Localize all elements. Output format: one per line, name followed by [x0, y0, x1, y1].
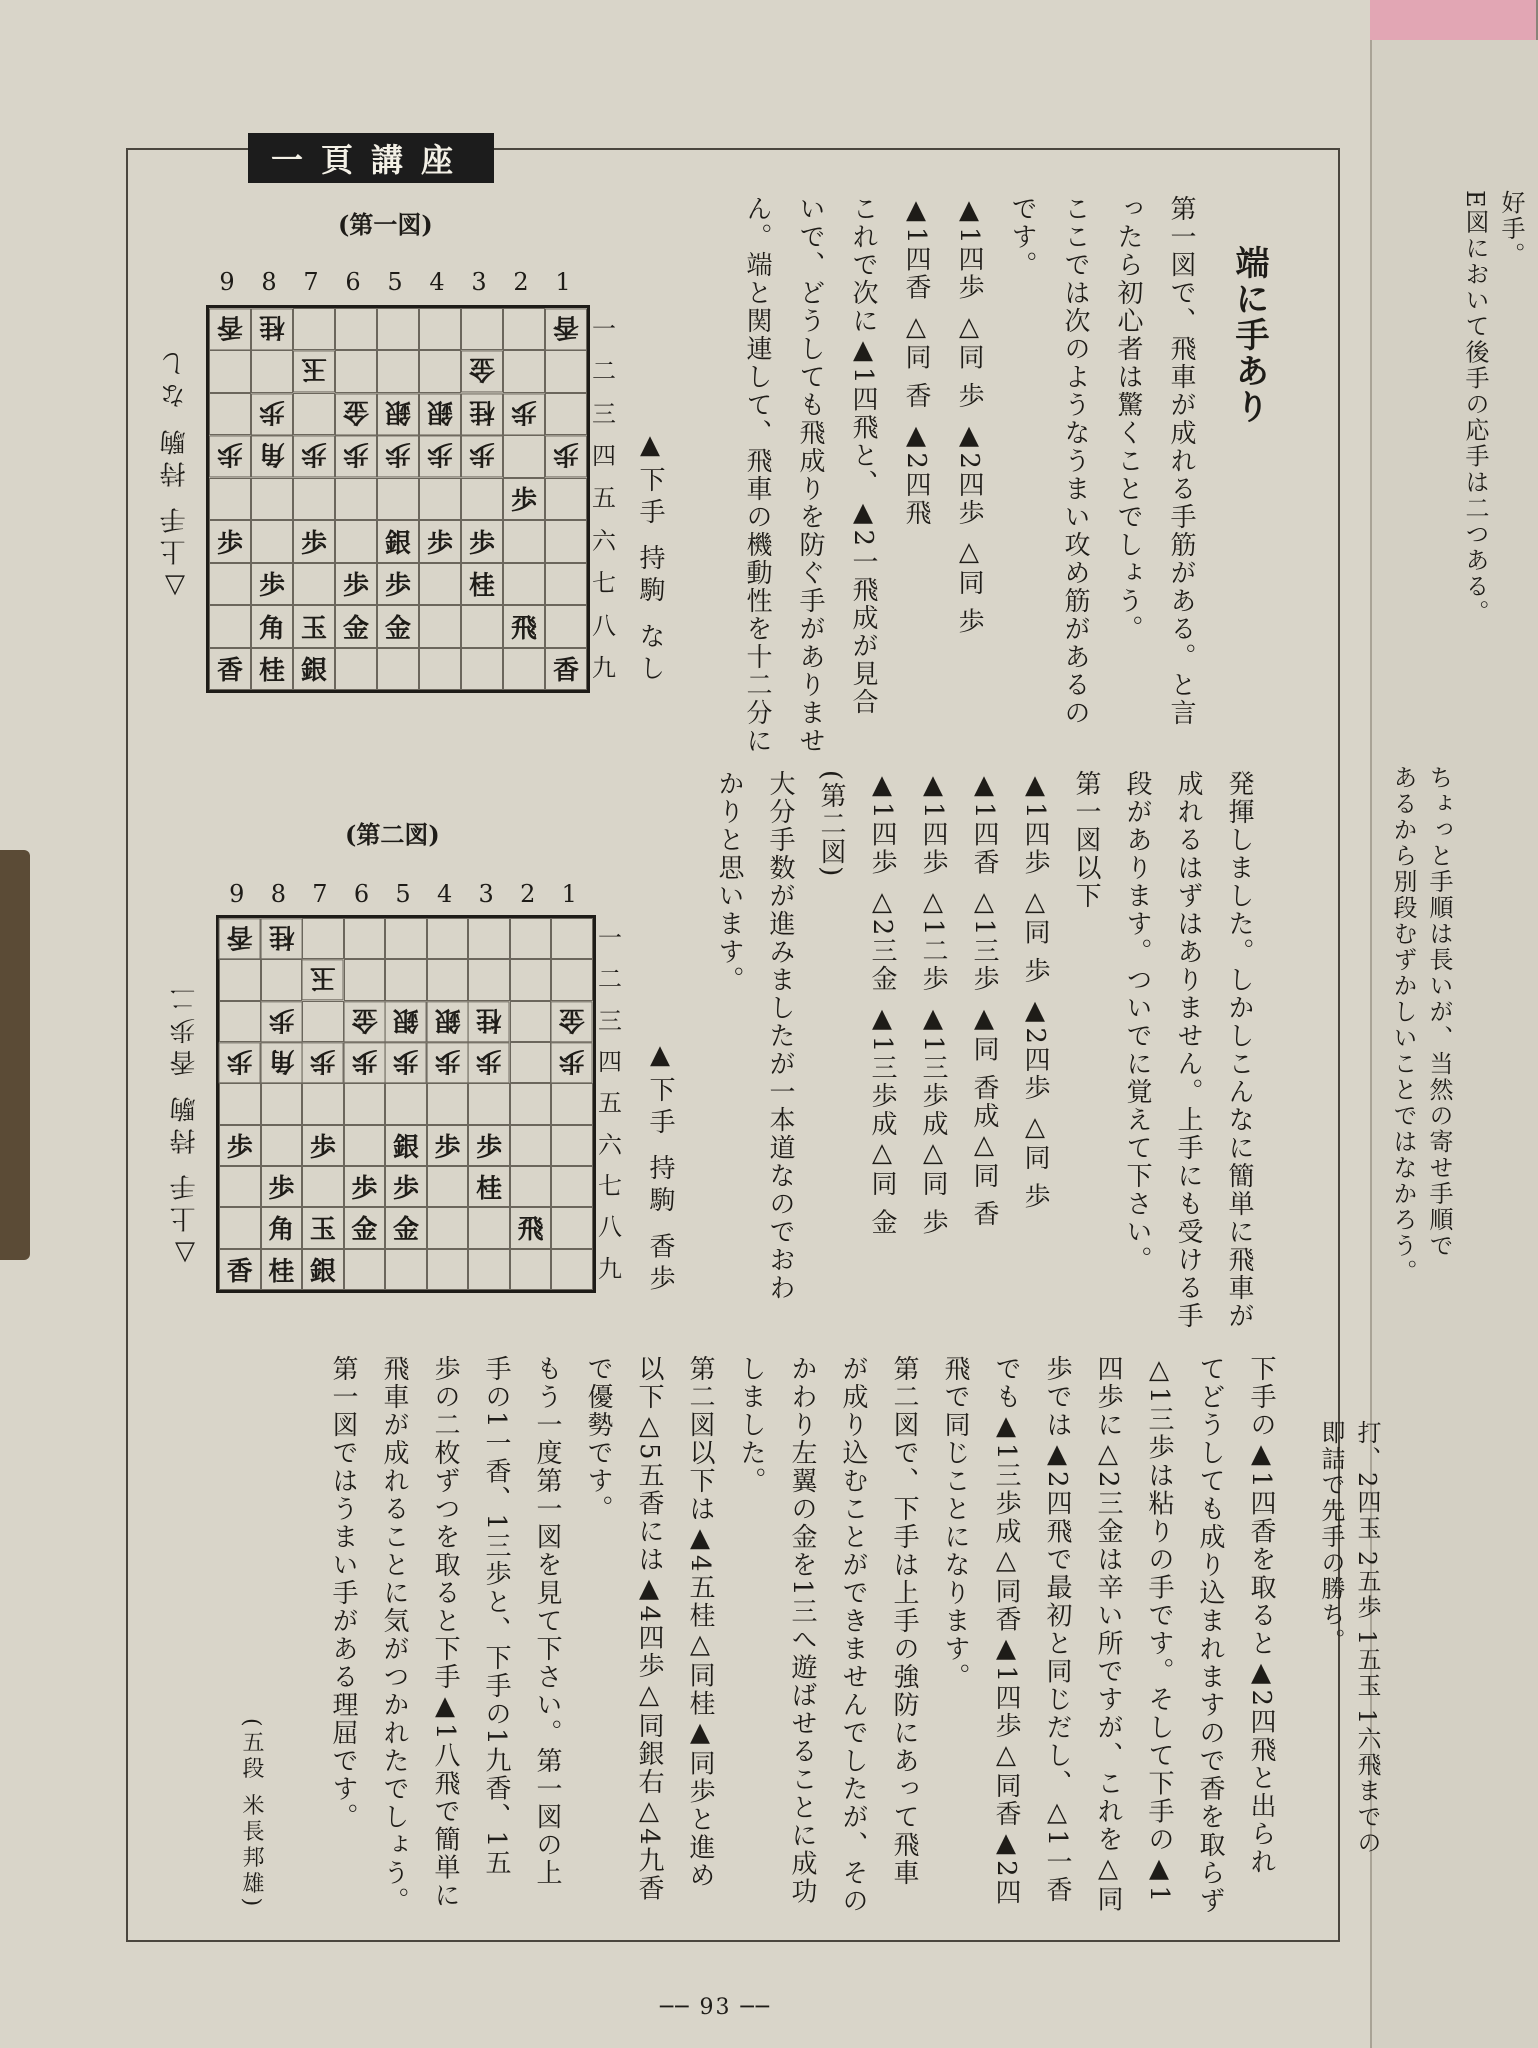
board-cell: 歩 [377, 563, 419, 605]
board-cell [251, 520, 293, 562]
text-column: でも▲1三歩成△同香▲1四歩△同香▲2四 [991, 1355, 1021, 1907]
board-cell: 桂 [468, 1166, 510, 1207]
row-number: 四 [598, 1048, 622, 1077]
board-cell: 銀 [385, 1001, 427, 1042]
board-cell: 香 [219, 918, 261, 959]
board-cell [335, 350, 377, 392]
board-cell: 金 [551, 1001, 593, 1042]
text-column: 第一図ではうまい手がある理屈です。 [328, 1355, 358, 1831]
board-cell [293, 393, 335, 435]
board-cell [419, 563, 461, 605]
board-cell: 歩 [461, 520, 503, 562]
text-column: 大分手数が進みましたが一本道なのでおわ [765, 770, 795, 1302]
text-column: です。 [1007, 195, 1037, 279]
figure1-board [206, 305, 590, 693]
board-cell [468, 1083, 510, 1124]
board-cell [219, 1166, 261, 1207]
text-column: ▲1四歩 △同 歩 ▲2四歩 △同 歩 [1020, 770, 1050, 1211]
board-cell [335, 648, 377, 690]
text-column: もう一度第一図を見て下さい。第一図の上 [532, 1355, 562, 1887]
board-cell [219, 1001, 261, 1042]
figure2-sente-hand: ▲下手 持駒 香歩 [645, 1040, 675, 1297]
column-number: 3 [478, 880, 494, 908]
board-cell: 歩 [427, 1125, 469, 1166]
text-column: が成り込むことができませんでしたが、その [838, 1355, 868, 1915]
board-cell: 歩 [377, 435, 419, 477]
text-column: 飛車が成れることに気がつかれたでしょう。 [379, 1355, 409, 1915]
board-cell: 桂 [251, 648, 293, 690]
article-title: 端に手あり [1229, 245, 1269, 425]
board-cell: 金 [344, 1207, 386, 1248]
row-number: 八 [598, 1213, 622, 1242]
board-cell [344, 1249, 386, 1290]
column-number: 7 [312, 880, 328, 908]
board-cell: 銀 [302, 1249, 344, 1290]
board-cell: 歩 [468, 1042, 510, 1083]
board-cell [545, 563, 587, 605]
text-column: (第二図) [816, 770, 846, 879]
board-cell [510, 1083, 552, 1124]
text-column: ▲1四歩 △2三金 ▲1三歩成△同 金 [867, 770, 897, 1237]
board-cell [377, 648, 419, 690]
board-cell [510, 1166, 552, 1207]
text-column: あるから別段むずかしいことではなかろう。 [1389, 765, 1417, 1285]
column-number: 8 [270, 880, 286, 908]
board-cell [293, 308, 335, 350]
board-cell [344, 1125, 386, 1166]
text-column: 四歩に△2三金は辛い所ですが、これを△同 [1093, 1355, 1123, 1914]
board-cell: 歩 [293, 435, 335, 477]
board-cell [344, 959, 386, 1000]
board-cell: 角 [261, 1207, 303, 1248]
board-cell [427, 1166, 469, 1207]
board-cell: 角 [261, 1042, 303, 1083]
board-cell: 金 [385, 1207, 427, 1248]
board-cell: 桂 [461, 393, 503, 435]
text-column: これで次に▲1四飛と、▲2一飛成が見合 [848, 195, 878, 717]
board-cell: 香 [209, 648, 251, 690]
column-number: 2 [520, 880, 536, 908]
text-column: ったら初心者は驚くことでしょう。 [1113, 195, 1143, 643]
column-number: 7 [303, 268, 319, 296]
board-cell [377, 350, 419, 392]
column-number: 5 [387, 268, 403, 296]
board-cell: 歩 [503, 393, 545, 435]
board-cell [427, 1207, 469, 1248]
figure2-column-numbers [216, 880, 590, 908]
board-cell [385, 959, 427, 1000]
board-cell: 歩 [261, 1001, 303, 1042]
text-column: 段があります。ついでに覚えて下さい。 [1122, 770, 1152, 1274]
board-cell [219, 1207, 261, 1248]
row-number: 二 [598, 965, 622, 994]
row-number: 六 [598, 1130, 622, 1159]
figure2-gote-hand: △上手 持駒 香歩二 [170, 980, 200, 1269]
board-cell: 歩 [419, 435, 461, 477]
text-column: 歩では▲2四飛で最初と同じだし、△1一香 [1042, 1355, 1072, 1905]
figure1-caption: (第一図) [338, 210, 433, 239]
board-cell [510, 1042, 552, 1083]
row-number: 六 [592, 526, 616, 555]
board-cell: 歩 [293, 520, 335, 562]
board-cell: 銀 [419, 393, 461, 435]
board-cell: 角 [251, 605, 293, 647]
board-cell: 香 [209, 308, 251, 350]
text-column: 飛で同じことになります。 [940, 1355, 970, 1691]
text-column: 第二図以下は▲4五桂△同桂▲同歩と進め [685, 1355, 715, 1890]
page-number: ── 93 ── [660, 1995, 771, 2020]
board-cell [261, 1125, 303, 1166]
board-cell: 銀 [427, 1001, 469, 1042]
row-number: 二 [592, 357, 616, 386]
row-number: 三 [598, 1006, 622, 1035]
figure1-sente-hand: ▲下手 持駒 なし [635, 430, 665, 687]
board-cell [510, 918, 552, 959]
board-cell [503, 520, 545, 562]
board-cell [545, 520, 587, 562]
board-cell [468, 959, 510, 1000]
column-number: 3 [471, 268, 487, 296]
column-number: 9 [219, 268, 235, 296]
board-cell [293, 478, 335, 520]
board-cell [551, 1125, 593, 1166]
board-cell [419, 648, 461, 690]
board-cell: 金 [335, 605, 377, 647]
section-header: 一頁講座 [248, 133, 494, 183]
board-cell [219, 1083, 261, 1124]
column-number: 5 [395, 880, 411, 908]
board-cell: 歩 [219, 1125, 261, 1166]
text-column: 下手の▲1四香を取ると▲2四飛と出られ [1246, 1355, 1276, 1877]
text-column: てどうしても成り込まれますので香を取らず [1195, 1355, 1225, 1915]
board-cell [510, 1249, 552, 1290]
text-column: ▲1四歩 △同 歩 ▲2四歩 △同 歩 [954, 195, 984, 636]
board-cell: 玉 [293, 605, 335, 647]
board-cell: 歩 [302, 1042, 344, 1083]
board-cell [302, 1166, 344, 1207]
board-cell: 金 [377, 605, 419, 647]
board-cell: 歩 [261, 1166, 303, 1207]
board-cell: 玉 [302, 959, 344, 1000]
board-cell: 銀 [377, 520, 419, 562]
board-cell [302, 1001, 344, 1042]
board-cell: 歩 [344, 1042, 386, 1083]
board-cell [503, 648, 545, 690]
text-column: で優勢です。 [583, 1355, 613, 1523]
board-cell: 歩 [503, 478, 545, 520]
board-cell [461, 605, 503, 647]
board-cell: 歩 [461, 435, 503, 477]
board-cell [209, 350, 251, 392]
board-cell [302, 1083, 344, 1124]
board-cell [427, 1083, 469, 1124]
row-number: 一 [592, 314, 616, 343]
board-cell [219, 959, 261, 1000]
board-cell: 飛 [503, 605, 545, 647]
text-column: ▲1四香 △同 香 ▲2四飛 [901, 195, 931, 527]
board-cell [551, 959, 593, 1000]
board-cell [344, 918, 386, 959]
column-number: 4 [429, 268, 445, 296]
board-cell [419, 605, 461, 647]
board-cell: 香 [219, 1249, 261, 1290]
board-cell: 玉 [302, 1207, 344, 1248]
board-cell: 歩 [335, 435, 377, 477]
board-cell [251, 350, 293, 392]
board-cell [468, 1249, 510, 1290]
text-column: 第一図以下 [1071, 770, 1101, 910]
board-cell: 桂 [461, 563, 503, 605]
column-number: 9 [229, 880, 245, 908]
board-cell: 歩 [251, 393, 293, 435]
board-cell [503, 308, 545, 350]
board-cell: 歩 [209, 520, 251, 562]
board-cell [385, 1249, 427, 1290]
board-cell [377, 308, 419, 350]
text-column: ここでは次のようなうまい攻め筋があるの [1060, 195, 1090, 727]
text-column: ん。端と関連して、飛車の機動性を十二分に [742, 195, 772, 755]
board-cell: 歩 [551, 1042, 593, 1083]
board-cell [427, 1249, 469, 1290]
figure1-gote-hand: △上手 持駒 なし [160, 345, 190, 602]
board-cell [461, 308, 503, 350]
column-number: 6 [353, 880, 370, 908]
row-number: 九 [598, 1254, 622, 1283]
column-number: 1 [555, 268, 571, 296]
row-number: 七 [598, 1172, 622, 1201]
board-cell [545, 393, 587, 435]
text-column: ちょっと手順は長いが、当然の寄せ手順で [1425, 765, 1453, 1259]
board-cell: 香 [545, 648, 587, 690]
board-cell: 歩 [468, 1125, 510, 1166]
board-cell: 歩 [419, 520, 461, 562]
board-cell: 飛 [510, 1207, 552, 1248]
text-column: 発揮しました。しかしこんなに簡単に飛車が [1224, 770, 1254, 1330]
board-cell: 桂 [251, 308, 293, 350]
board-cell [302, 918, 344, 959]
board-cell: 歩 [219, 1042, 261, 1083]
board-cell [503, 350, 545, 392]
board-cell [209, 393, 251, 435]
board-cell [209, 605, 251, 647]
row-number: 五 [598, 1089, 622, 1118]
board-cell [419, 478, 461, 520]
board-cell [545, 605, 587, 647]
board-cell [510, 1125, 552, 1166]
board-cell: 香 [545, 308, 587, 350]
board-cell: 歩 [302, 1125, 344, 1166]
text-column: ▲1四香 △1三歩 ▲同 香成△同 香 [969, 770, 999, 1229]
text-column: △1三歩は粘りの手です。そして下手の▲1 [1144, 1355, 1174, 1905]
board-cell [551, 1207, 593, 1248]
board-cell [503, 435, 545, 477]
board-cell: 歩 [335, 563, 377, 605]
board-cell [385, 1083, 427, 1124]
board-cell: 金 [344, 1001, 386, 1042]
board-cell: 歩 [344, 1166, 386, 1207]
board-cell: 歩 [427, 1042, 469, 1083]
row-number: 九 [592, 654, 616, 683]
row-number: 三 [592, 399, 616, 428]
text-column: かりと思います。 [714, 770, 744, 994]
author-byline: (五段 米長邦雄) [239, 1718, 264, 1911]
figure1-column-numbers [206, 268, 584, 296]
board-cell [344, 1083, 386, 1124]
board-cell [427, 918, 469, 959]
text-column: E図において後手の応手は二つある。 [1461, 190, 1489, 626]
row-number: 一 [598, 924, 622, 953]
board-cell [335, 520, 377, 562]
board-cell [503, 563, 545, 605]
binder-clip [0, 850, 30, 1260]
figure2-row-numbers [598, 915, 622, 1287]
board-cell [510, 1001, 552, 1042]
board-cell [545, 350, 587, 392]
board-cell [551, 1249, 593, 1290]
board-cell: 歩 [209, 435, 251, 477]
board-cell [293, 563, 335, 605]
board-cell [419, 350, 461, 392]
text-column: 手の1一香、1三歩と、下手の1九香、1五 [481, 1355, 511, 1878]
board-cell: 歩 [251, 563, 293, 605]
board-cell [510, 959, 552, 1000]
board-cell [551, 1166, 593, 1207]
text-column: しました。 [736, 1355, 766, 1495]
text-column: 好手。 [1497, 190, 1525, 268]
text-column: 成れるはずはありません。上手にも受ける手 [1173, 770, 1203, 1330]
row-number: 七 [592, 569, 616, 598]
board-cell [468, 1207, 510, 1248]
text-column: 打、2四玉 2五歩 1五玉 1六飛までの [1353, 1420, 1381, 1856]
text-column: 第一図で、飛車が成れる手筋がある。と言 [1166, 195, 1196, 727]
board-cell [461, 648, 503, 690]
row-number: 四 [592, 442, 616, 471]
board-cell: 銀 [293, 648, 335, 690]
column-number: 6 [345, 268, 361, 296]
pink-sticky-tab [1370, 0, 1536, 40]
text-column: いで、どうしても飛成りを防ぐ手がありませ [795, 195, 825, 755]
board-cell [461, 478, 503, 520]
board-cell: 歩 [385, 1166, 427, 1207]
board-cell [251, 478, 293, 520]
column-number: 2 [513, 268, 529, 296]
board-cell [551, 1083, 593, 1124]
board-cell [261, 959, 303, 1000]
board-cell [335, 478, 377, 520]
row-number: 八 [592, 611, 616, 640]
figure2-board [216, 915, 596, 1293]
figure2-caption: (第二図) [345, 820, 440, 849]
text-column: ▲1四歩 △1二歩 ▲1三歩成△同 歩 [918, 770, 948, 1237]
row-number: 五 [592, 484, 616, 513]
board-cell [545, 478, 587, 520]
text-column: かわり左翼の金を1三へ遊ばせることに成功 [787, 1355, 817, 1906]
text-column: 歩の二枚ずつを取ると下手▲1八飛で簡単に [430, 1355, 460, 1910]
board-cell: 金 [335, 393, 377, 435]
board-cell [261, 1083, 303, 1124]
board-cell: 銀 [377, 393, 419, 435]
figure1-row-numbers [592, 305, 616, 687]
text-column: 以下△5五香には▲4四歩△同銀右△4九香 [634, 1355, 664, 1903]
board-cell: 金 [461, 350, 503, 392]
board-cell: 玉 [293, 350, 335, 392]
board-cell [427, 959, 469, 1000]
board-cell [377, 478, 419, 520]
board-cell [468, 918, 510, 959]
board-cell: 歩 [385, 1042, 427, 1083]
text-column: 即詰で先手の勝ち。 [1317, 1420, 1345, 1654]
right-page [1317, 40, 1538, 2048]
board-cell [335, 308, 377, 350]
column-number: 1 [561, 880, 577, 908]
column-number: 8 [261, 268, 277, 296]
board-cell: 歩 [545, 435, 587, 477]
board-cell: 桂 [261, 918, 303, 959]
text-column: 第二図で、下手は上手の強防にあって飛車 [889, 1355, 919, 1887]
board-cell [419, 308, 461, 350]
board-cell [551, 918, 593, 959]
column-number: 4 [436, 880, 453, 908]
board-cell: 桂 [261, 1249, 303, 1290]
board-cell: 角 [251, 435, 293, 477]
board-cell: 桂 [468, 1001, 510, 1042]
board-cell: 銀 [385, 1125, 427, 1166]
board-cell [209, 478, 251, 520]
board-cell [385, 918, 427, 959]
board-cell [209, 563, 251, 605]
